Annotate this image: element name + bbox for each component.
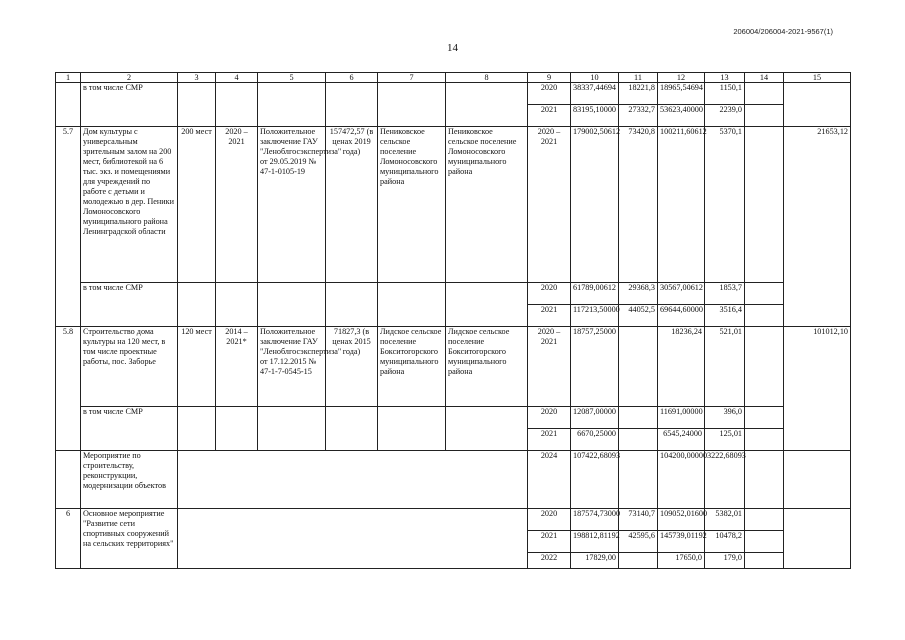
value-cell: 179002,50612 (571, 127, 619, 283)
value-cell: 5370,1 (705, 127, 745, 283)
value-cell: 179,0 (705, 553, 745, 569)
value-cell: 396,0 (705, 407, 745, 429)
table-row (56, 83, 851, 105)
value-cell: 61789,00612 (571, 283, 619, 305)
table-row (56, 509, 851, 531)
value-cell: 12087,00000 (571, 407, 619, 429)
year-cell: 2021 (528, 531, 571, 553)
row-name: Мероприятие по строительству, реконструкции, модернизации объектов (81, 451, 178, 509)
row-name: в том числе СМР (81, 283, 178, 327)
table-row (56, 283, 851, 305)
row-name: Дом культуры с универсальным зрительным залом на 200 мест, библиотекой на 6 тыс. экз. и помещениями для учреждений по работе с детьми и молодежью в дер. Пеники Ломоносовского муниципального района Ленинградской области (81, 127, 178, 283)
row-number: 5.8 (56, 327, 81, 451)
row-number: 5.7 (56, 127, 81, 327)
value-cell: 3222,68093 (705, 451, 745, 509)
cost-cell: 71827,3 (в ценах 2015 года) (326, 327, 378, 407)
table-row (56, 127, 851, 283)
value-cell: 18965,54694 (658, 83, 705, 105)
row-name: Строительство дома культуры на 120 мест, в том числе проектные работы, пос. Заборье (81, 327, 178, 407)
row-name: в том числе СМР (81, 83, 178, 127)
header-cell: 12 (658, 73, 705, 83)
value-cell: 18757,25000 (571, 327, 619, 407)
value-cell: 100211,60612 (658, 127, 705, 283)
value-cell: 11691,00000 (658, 407, 705, 429)
page-number: 14 (447, 42, 458, 54)
header-cell: 14 (745, 73, 784, 83)
period-cell: 2020 – 2021 (216, 127, 258, 283)
year-cell: 2024 (528, 451, 571, 509)
table-row (56, 407, 851, 429)
header-cell: 13 (705, 73, 745, 83)
value-cell: 18236,24 (658, 327, 705, 407)
value-cell: 30567,00612 (658, 283, 705, 305)
value-cell: 27332,7 (619, 105, 658, 127)
value-cell: 73420,8 (619, 127, 658, 283)
year-cell: 2020 (528, 283, 571, 305)
value-cell: 6545,24000 (658, 429, 705, 451)
value-cell: 107422,68093 (571, 451, 619, 509)
value-cell (619, 327, 658, 407)
conclusion-cell: Положительное заключение ГАУ "Леноблгосэкспертиза" от 29.05.2019 № 47-1-0105-19 (258, 127, 326, 283)
cost-cell: 157472,57 (в ценах 2019 года) (326, 127, 378, 283)
developer-cell: Пениковское сельское поселение Ломоносовского муниципального района (446, 127, 528, 283)
document-id: 206004/206004-2021-9567(1) (733, 27, 833, 36)
value-cell: 21653,12 (784, 127, 851, 327)
budget-table (55, 72, 851, 569)
value-cell: 83195,10000 (571, 105, 619, 127)
customer-cell: Пениковское сельское поселение Ломоносовского муниципального района (378, 127, 446, 283)
header-cell: 11 (619, 73, 658, 83)
value-cell: 1150,1 (705, 83, 745, 105)
year-cell: 2020 (528, 83, 571, 105)
value-cell: 101012,10 (784, 327, 851, 451)
value-cell: 38337,44694 (571, 83, 619, 105)
value-cell: 17650,0 (658, 553, 705, 569)
header-cell: 3 (178, 73, 216, 83)
row-name: Основное мероприятие "Развитие сети спортивных сооружений на сельских территориях" (81, 509, 178, 569)
year-cell: 2020 – 2021 (528, 327, 571, 407)
year-cell: 2020 (528, 407, 571, 429)
customer-cell: Лидское сельское поселение Бокситогорского муниципального района (378, 327, 446, 407)
value-cell: 198812,81192 (571, 531, 619, 553)
value-cell: 29368,3 (619, 283, 658, 305)
value-cell: 18221,8 (619, 83, 658, 105)
value-cell: 125,01 (705, 429, 745, 451)
year-cell: 2021 (528, 305, 571, 327)
value-cell: 3516,4 (705, 305, 745, 327)
table-row (56, 327, 851, 407)
year-cell: 2021 (528, 105, 571, 127)
header-cell: 6 (326, 73, 378, 83)
table-header-row (56, 73, 851, 83)
value-cell: 104200,00000 (658, 451, 705, 509)
value-cell: 1853,7 (705, 283, 745, 305)
year-cell: 2020 – 2021 (528, 127, 571, 283)
value-cell: 10478,2 (705, 531, 745, 553)
capacity-cell: 200 мест (178, 127, 216, 283)
header-cell: 2 (81, 73, 178, 83)
value-cell: 53623,40000 (658, 105, 705, 127)
value-cell: 117213,50000 (571, 305, 619, 327)
developer-cell: Лидское сельское поселение Бокситогорского муниципального района (446, 327, 528, 407)
header-cell: 15 (784, 73, 851, 83)
header-cell: 4 (216, 73, 258, 83)
year-cell: 2022 (528, 553, 571, 569)
header-cell: 5 (258, 73, 326, 83)
capacity-cell: 120 мест (178, 327, 216, 407)
value-cell: 73140,7 (619, 509, 658, 531)
value-cell: 42595,6 (619, 531, 658, 553)
table-row (56, 451, 851, 509)
header-cell: 10 (571, 73, 619, 83)
value-cell: 109052,01600 (658, 509, 705, 531)
header-cell: 9 (528, 73, 571, 83)
value-cell: 69644,60000 (658, 305, 705, 327)
value-cell: 6670,25000 (571, 429, 619, 451)
value-cell: 2239,0 (705, 105, 745, 127)
value-cell: 44052,5 (619, 305, 658, 327)
value-cell: 521,01 (705, 327, 745, 407)
row-name: в том числе СМР (81, 407, 178, 451)
value-cell: 145739,01192 (658, 531, 705, 553)
value-cell: 5382,01 (705, 509, 745, 531)
header-cell: 1 (56, 73, 81, 83)
period-cell: 2014 – 2021* (216, 327, 258, 407)
header-cell: 8 (446, 73, 528, 83)
header-cell: 7 (378, 73, 446, 83)
value-cell: 17829,00 (571, 553, 619, 569)
year-cell: 2020 (528, 509, 571, 531)
row-number: 6 (56, 509, 81, 569)
year-cell: 2021 (528, 429, 571, 451)
value-cell: 187574,73000 (571, 509, 619, 531)
conclusion-cell: Положительное заключение ГАУ "Леноблгосэкспертиза" от 17.12.2015 № 47-1-7-0545-15 (258, 327, 326, 407)
